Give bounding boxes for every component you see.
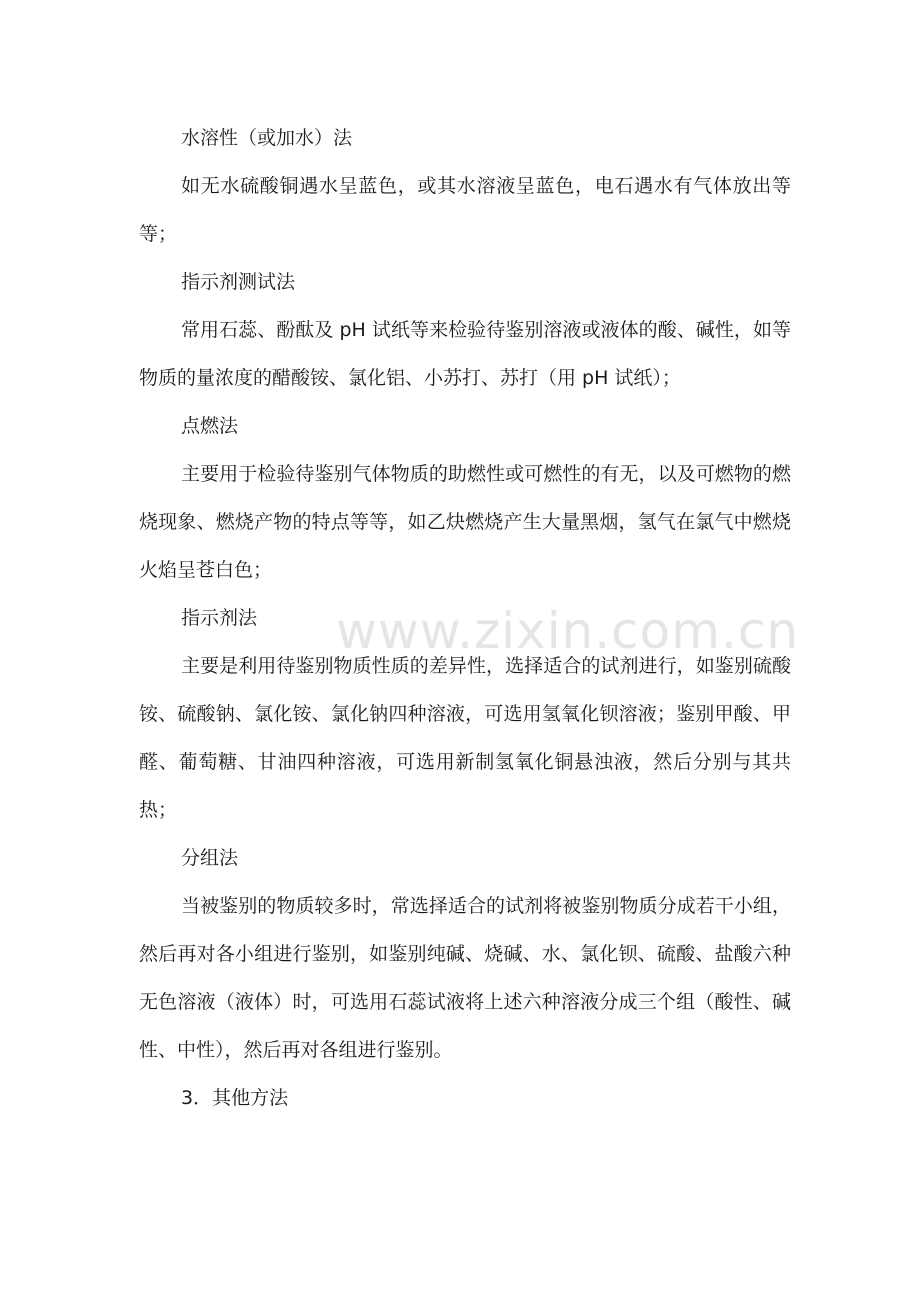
paragraph-ignition: 主要用于检验待鉴别气体物质的助燃性或可燃性的有无，以及可燃物的燃烧现象、燃烧产物的特点等等，如乙炔燃烧产生大量黑烟，氢气在氯气中燃烧火焰呈苍白色； xyxy=(139,463,791,581)
document-body xyxy=(139,114,791,1122)
watermark-text: www.zixin.com.cn xyxy=(336,602,800,660)
section-heading-grouping: 分组法 xyxy=(181,847,239,869)
section-heading-ignition: 点燃法 xyxy=(181,415,239,437)
section-heading-water-solubility: 水溶性（或加水）法 xyxy=(181,127,353,149)
section-heading-indicator-test: 指示剂测试法 xyxy=(181,271,296,293)
paragraph-water-solubility: 如无水硫酸铜遇水呈蓝色，或其水溶液呈蓝色，电石遇水有气体放出等等； xyxy=(139,175,791,245)
paragraph-indicator-method: 主要是利用待鉴别物质性质的差异性，选择适合的试剂进行，如鉴别硫酸铵、硫酸钠、氯化铵、氯化钠四种溶液，可选用氢氧化钡溶液；鉴别甲酸、甲醛、葡萄糖、甘油四种溶液，可选用新制氢氧化铜悬浊液，然后分别与其共热； xyxy=(139,655,791,821)
section-heading-other-methods: 3．其他方法 xyxy=(181,1087,289,1109)
paragraph-indicator-test: 常用石蕊、酚酞及 pH 试纸等来检验待鉴别溶液或液体的酸、碱性，如等物质的量浓度的醋酸铵、氯化铝、小苏打、苏打（用 pH 试纸）； xyxy=(139,319,791,389)
section-heading-indicator-method: 指示剂法 xyxy=(181,607,258,629)
paragraph-grouping: 当被鉴别的物质较多时，常选择适合的试剂将被鉴别物质分成若干小组，然后再对各小组进行鉴别，如鉴别纯碱、烧碱、水、氯化钡、硫酸、盐酸六种无色溶液（液体）时，可选用石蕊试液将上述六种溶液分成三个组（酸性、碱性、中性），然后再对各组进行鉴别。 xyxy=(139,895,791,1061)
